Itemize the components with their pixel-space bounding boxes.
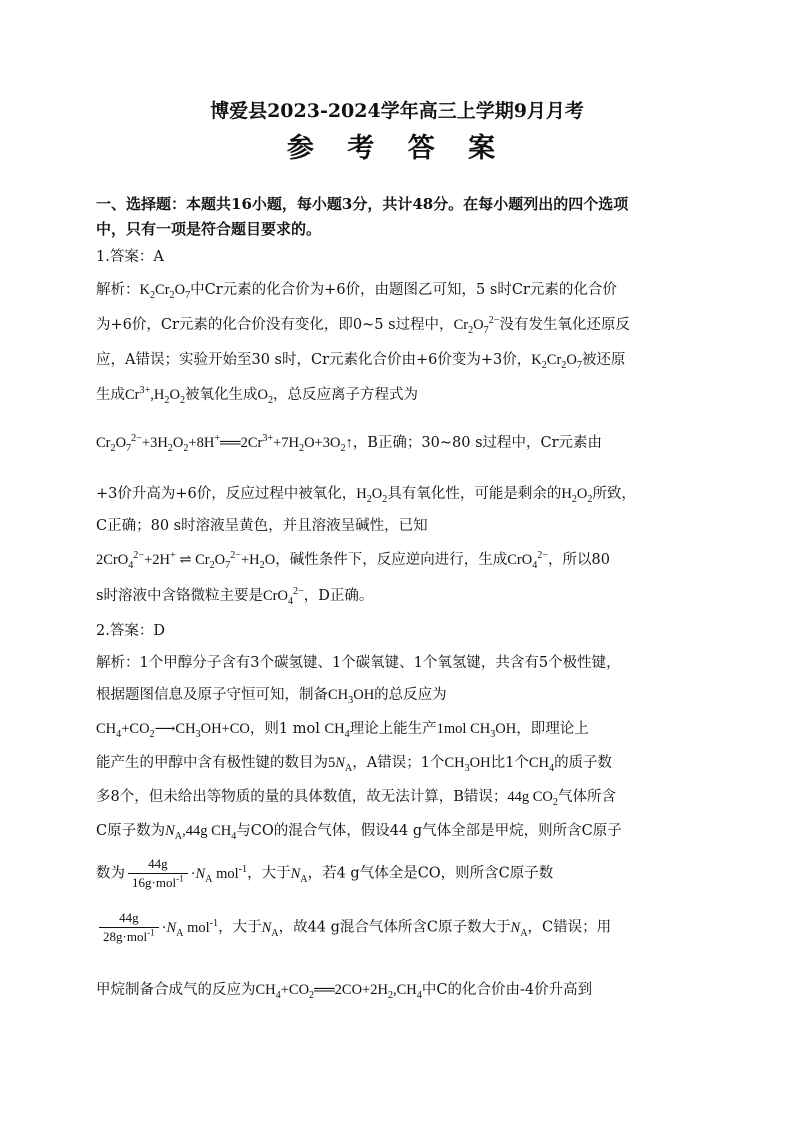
q1-line-3: 应，A错误；实验开始至30 s时，Cr元素化合价由+6价变为+3价，$K_2Cr_2O_7$被还原 (96, 352, 626, 371)
q2-line-1: 解析：1个甲醇分子含有3个碳氢键、1个碳氧键、1个氧氢键，共含有5个极性键， (96, 655, 621, 671)
q2-line-7-fraction: 数为 $\frac{44g}{16g\cdot mol^{-1}}$ $\cdot N_A$ mol$^{-1}$，大于$N_A$，若4 g气体全是CO，则所含C原子数 (96, 856, 554, 890)
q2-line-2: 根据题图信息及原子守恒可知，制备$CH_3OH$的总反应为 (96, 687, 447, 706)
q1-line-6: +3价升高为+6价，反应过程中被氧化，$H_2O_2$具有氧化性，可能是剩余的$H_2O_2$所致， (96, 486, 636, 505)
q2-line-6: C原子数为$N_A,44g$ $CH_4$与CO的混合气体，假设44 g气体全部是甲烷，则所含C原子 (96, 823, 622, 842)
q2-line-5: 多8个，但未给出等物质的量的具体数值，故无法计算，B错误；44g $CO_2$气体所含 (96, 789, 616, 808)
q1-line-7: C正确；80 s时溶液呈黄色，并且溶液呈碱性，已知 (96, 518, 428, 534)
exam-title: 博爱县2023-2024学年高三上学期9月月考 (210, 100, 584, 122)
q1-line-4: 生成$Cr^{3+},H_2O_2$被氧化生成$O_2$，总反应离子方程式为 (96, 385, 419, 406)
fraction-methane: $\frac{44g}{16g\cdot mol^{-1}}$ (128, 856, 188, 891)
answer-key-heading: 参 考 答 案 (286, 133, 508, 164)
section-heading-line1: 一、选择题：本题共16小题，每小题3分，共计48分。在每小题列出的四个选项 (96, 195, 629, 213)
q2-line-9: 甲烷制备合成气的反应为$CH_4+CO_2══2CO+2H_2,CH_4$中C的化合价由-4价升高到 (96, 982, 593, 1001)
q1-line-9: s时溶液中含铬微粒主要是CrO$_4^{2-}$，D正确。 (96, 586, 374, 607)
q2-line-8-fraction: $\frac{44g}{28g\cdot mol^{-1}}$ $\cdot N_A$ mol$^{-1}$，大于$N_A$，故44 g混合气体所含C原子数大于$N_A$，C错误；用 (96, 910, 706, 945)
q1-line-2: 为+6价，Cr元素的化合价没有变化，即0~5 s过程中，$Cr_2O_7^{2-}$没有发生氧化还原反 (96, 315, 630, 336)
q2-answer: 2.答案：D (96, 623, 165, 639)
section-heading-line2: 中，只有一项是符合题目要求的。 (96, 220, 322, 238)
fraction-co: $\frac{44g}{28g\cdot mol^{-1}}$ (99, 910, 159, 945)
q2-line-3-equation: $CH_4+CO_2⟶CH_3OH+CO$，则1 mol $CH_4$理论上能生产1mol $CH_3OH$，即理论上 (96, 721, 589, 740)
q1-line-1: 解析：$K_2Cr_2O_7$中Cr元素的化合价为+6价，由题图乙可知，5 s时Cr元素的化合价 (96, 282, 617, 301)
q2-line-4: 能产生的甲醇中含有极性键的数目为$5N_A$，A错误；1个$CH_3OH$比1个$CH_4$的质子数 (96, 755, 613, 774)
q1-line-5-equation: $Cr_2O_7^{2-}+3H_2O_2+8H^+══2Cr^{3+}+7H_2O+3O_2↑$，B正确；30~80 s过程中，Cr元素由 (96, 433, 603, 454)
q1-line-8-equilibrium: 2CrO$_4^{2-}$+2H+ ⇌ $Cr_2O_7^{2-}+H_2O$，碱性条件下，反应逆向进行，生成CrO$_4^{2-}$，所以80 (96, 550, 610, 571)
q1-answer: 1.答案：A (96, 249, 164, 265)
